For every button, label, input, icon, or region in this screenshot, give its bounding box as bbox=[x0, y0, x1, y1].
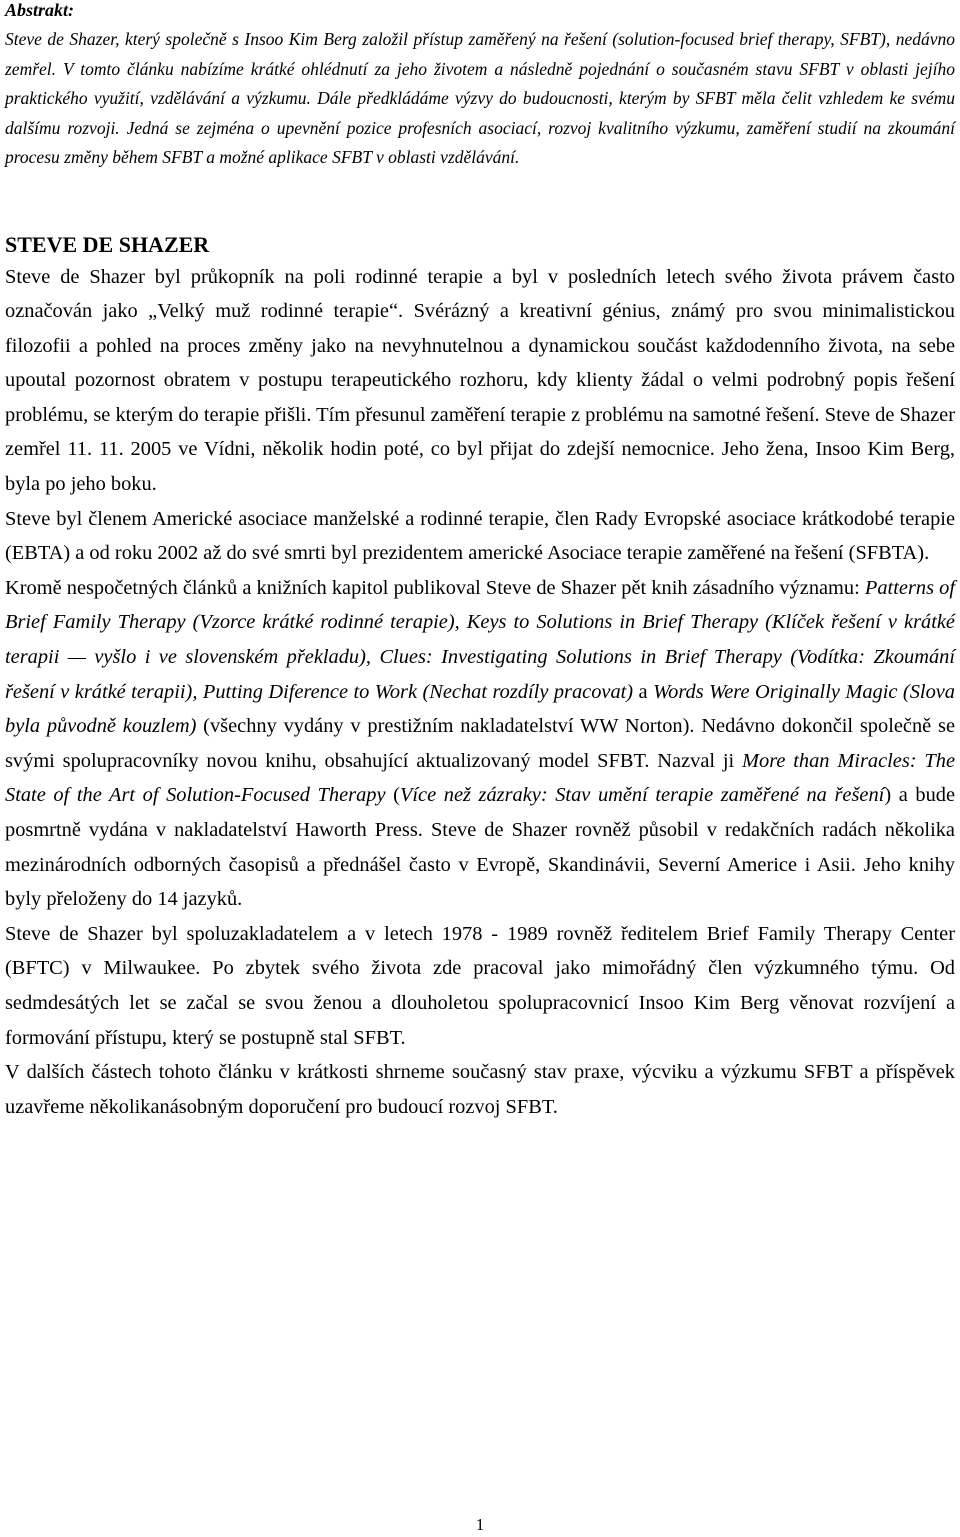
paragraph-3-text-3: (všechny vydány v prestižním nakladatelství WW Norton). Nedávno dokončil společně se svými spolupracovníky novou knihu, obsahující aktualizovaný model SFBT. Nazval ji bbox=[5, 715, 955, 772]
paragraph-3-text-1: Kromě nespočetných článků a knižních kapitol publikoval Steve de Shazer pět knih zásadního významu: bbox=[5, 576, 865, 599]
page-number: 1 bbox=[475, 1515, 485, 1534]
abstract-text: Steve de Shazer, který společně s Insoo Kim Berg založil přístup zaměřený na řešení (solution-focused brief therapy, SFBT), nedávno zemřel. V tomto článku nabízíme krátké ohlédnutí za jeho životem a následně pojednání o současném stavu SFBT v oblasti jejího praktického využití, vzdělávání a výzkumu. Dále předkládáme výzvy do budoucnosti, kterým by SFBT měla čelit vzhledem ke svému dalšímu rozvoji. Jedná se zejména o upevnění pozice profesních asociací, rozvoj kvalitního výzkumu, zaměření studií na zkoumání procesu změny během SFBT a možné aplikace SFBT v oblasti vzdělávání. bbox=[5, 29, 955, 167]
paragraph-4: Steve de Shazer byl spoluzakladatelem a v letech 1978 - 1989 rovněž ředitelem Brief Family Therapy Center (BFTC) v Milwaukee. Po zbytek svého života zde pracoval jako mimořádný člen výzkumného týmu. Od sedmdesátých let se začal se svou ženou a dlouholetou spolupracovnicí Insoo Kim Berg věnovat rozvíjení a formování přístupu, který se postupně stal SFBT. bbox=[5, 922, 955, 1049]
paragraph-3-book-title-czech: Více než zázraky: Stav umění terapie zaměřené na řešení bbox=[399, 784, 885, 807]
paragraph-3-text-4: ( bbox=[385, 784, 400, 807]
paragraph-3-book-title-miracles: More than Miracles: The State of the Art of Solution-Focused Therapy bbox=[5, 749, 955, 807]
paragraph-3-book-titles: Patterns of Brief Family Therapy (Vzorce krátké rodinné terapie), Keys to Solutions in Brief Therapy (Klíček řešení v krátké terapii — vyšlo i ve slovenském překladu), Clues: Investigating Solutions in Brief Therapy (Vodítka: Zkoumání řešení v krátké terapii), Putting Diference to Work (Nechat rozdíly pracovat) bbox=[5, 576, 955, 703]
paragraph-2: Steve byl členem Americké asociace manželské a rodinné terapie, člen Rady Evropské asociace krátkodobé terapie (EBTA) a od roku 2002 až do své smrti byl prezidentem americké Asociace terapie zaměřené na řešení (SFBTA). bbox=[5, 507, 955, 565]
paragraph-3-text-2: a bbox=[633, 680, 654, 703]
document-page bbox=[5, 0, 955, 1124]
paragraph-1: Steve de Shazer byl průkopník na poli rodinné terapie a byl v posledních letech svého života právem často označován jako „Velký muž rodinné terapie“. Svérázný a kreativní génius, známý pro svou minimalistickou filozofii a pohled na proces změny jako na nevyhnutelnou a dynamickou součást každodenního života, na sebe upoutal pozornost obratem v postupu terapeutického rozhoru, kdy klienty žádal o velmi podrobný popis řešení problému, se kterým do terapie přišli. Tím přesunul zaměření terapie z problému na samotné řešení. Steve de Shazer zemřel 11. 11. 2005 ve Vídni, několik hodin poté, co byl přijat do zdejší nemocnice. Jeho žena, Insoo Kim Berg, byla po jeho boku. bbox=[5, 265, 955, 496]
abstract-heading: Abstrakt: bbox=[5, 0, 75, 20]
section-heading: STEVE DE SHAZER bbox=[5, 231, 210, 257]
paragraph-3 bbox=[5, 571, 955, 917]
paragraph-3-text-5: ) a bude posmrtně vydána v nakladatelství Haworth Press. Steve de Shazer rovněž působil v redakčních radách několika mezinárodních odborných časopisů a přednášel často v Evropě, Skandinávii, Severní Americe i Asii. Jeho knihy byly přeloženy do 14 jazyků. bbox=[5, 784, 956, 911]
paragraph-3-book-title-words: Words Were Originally Magic (Slova byla původně kouzlem) bbox=[5, 680, 956, 738]
paragraph-5: V dalších částech tohoto článku v krátkosti shrneme současný stav praxe, výcviku a výzkumu SFBT a příspěvek uzavřeme několikanásobným doporučení pro budoucí rozvoj SFBT. bbox=[5, 1061, 955, 1118]
